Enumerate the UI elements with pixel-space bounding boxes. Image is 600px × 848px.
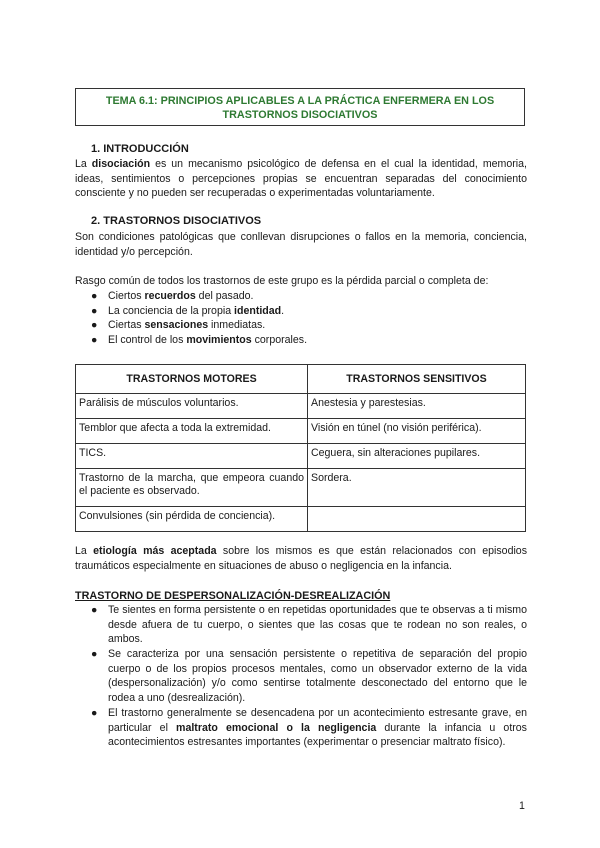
text: . [281, 305, 285, 317]
bullet-icon: ● [91, 334, 98, 346]
table-cell: Sordera. [308, 469, 526, 507]
bullet-icon: ● [91, 707, 98, 719]
table-cell: Parálisis de músculos voluntarios. [76, 394, 308, 419]
title-line-1: TEMA 6.1: PRINCIPIOS APLICABLES A LA PRÁCTICA ENFERMERA EN LOS [105, 95, 495, 107]
table-row [76, 507, 526, 532]
table-cell: Trastorno de la marcha, que empeora cuando el paciente es observado. [76, 469, 308, 507]
bold-term: etiología más aceptada [93, 545, 217, 557]
text: inmediatas. [208, 319, 266, 331]
table-cell [308, 507, 526, 532]
text: corporales. [251, 334, 308, 346]
bullet-icon: ● [91, 604, 98, 616]
table-row [76, 469, 526, 507]
text: Ciertas [108, 319, 145, 331]
section-2-paragraph-1: Son condiciones patológicas que conllevan disrupciones o fallos en la memoria, conciencia, identidad y/o percepción. [75, 231, 527, 258]
text: Te sientes en forma persistente o en repetidas oportunidades que te observas a ti mismo desde afuera de tu cuerpo, o sientes que las cosas que te rodean no son reales, o ambos. [108, 604, 527, 646]
etiology-paragraph [75, 544, 527, 573]
table-header-row [76, 365, 526, 394]
text: Ciertos [108, 290, 145, 302]
table-cell: Temblor que afecta a toda la extremidad. [76, 419, 308, 444]
bullet-icon: ● [91, 305, 98, 317]
text: Se caracteriza por una sensación persistente o repetitiva de separación del propio cuerpo o de los propios procesos mentales, como un observador externo de la vida (despersonalización) y/o como sentirse totalmente desconectado del entorno que le rodea a uno (desrealización). [108, 648, 527, 704]
title-line-2: TRASTORNOS DISOCIATIVOS [222, 109, 378, 121]
text: La [75, 158, 92, 170]
disorders-table [75, 364, 526, 532]
section-2-paragraph-2: Rasgo común de todos los trastornos de este grupo es la pérdida parcial o completa de: [75, 275, 489, 287]
text: El control de los [108, 334, 187, 346]
bullet-icon: ● [91, 290, 98, 302]
table-cell: Anestesia y parestesias. [308, 394, 526, 419]
table-row [76, 444, 526, 469]
text: La conciencia de la propia [108, 305, 235, 317]
bold-term: recuerdos [144, 290, 196, 302]
bullet-icon: ● [91, 648, 98, 660]
section-1-paragraph [75, 157, 527, 201]
text: El trastorno generalmente se desencadena por un acontecimiento estresante grave, en particular el [108, 707, 527, 734]
page-number: 1 [519, 800, 525, 812]
bold-term: maltrato emocional o la negligencia [176, 721, 377, 734]
section-2-heading: 2. TRASTORNOS DISOCIATIVOS [91, 215, 262, 227]
table-header-motor: TRASTORNOS MOTORES [76, 365, 308, 394]
table-cell: TICS. [76, 444, 308, 469]
title-box [75, 88, 525, 126]
table-row [76, 419, 526, 444]
section-3-heading: TRASTORNO DE DESPERSONALIZACIÓN-DESREALIZACIÓN [75, 590, 391, 602]
text: es un mecanismo psicológico de defensa en el cual la identidad, memoria, ideas, sentimientos o percepciones propias se encuentran separadas del conocimiento consciente y no pueden ser recuperadas o experimentadas voluntariamente. [75, 158, 527, 200]
table-header-sensory: TRASTORNOS SENSITIVOS [308, 365, 526, 394]
bold-term: sensaciones [144, 319, 209, 331]
bold-term: disociación [91, 158, 151, 170]
section-1-heading: 1. INTRODUCCIÓN [91, 143, 189, 155]
text: sobre los mismos es que están relacionados con episodios traumáticos especialmente en situaciones de abuso o negligencia en la infancia. [75, 545, 527, 572]
bold-term: identidad [234, 305, 282, 317]
text: durante la infancia u otros acontecimientos estresantes importantes (experimentar o presenciar maltrato físico). [108, 721, 527, 749]
table-cell: Visión en túnel (no visión periférica). [308, 419, 526, 444]
table-cell: Ceguera, sin alteraciones pupilares. [308, 444, 526, 469]
table-cell: Convulsiones (sin pérdida de conciencia). [76, 507, 308, 532]
bullet-icon: ● [91, 319, 98, 331]
table-row [76, 394, 526, 419]
bold-term: movimientos [186, 334, 252, 346]
text: La [75, 545, 94, 557]
text: del pasado. [195, 290, 254, 302]
